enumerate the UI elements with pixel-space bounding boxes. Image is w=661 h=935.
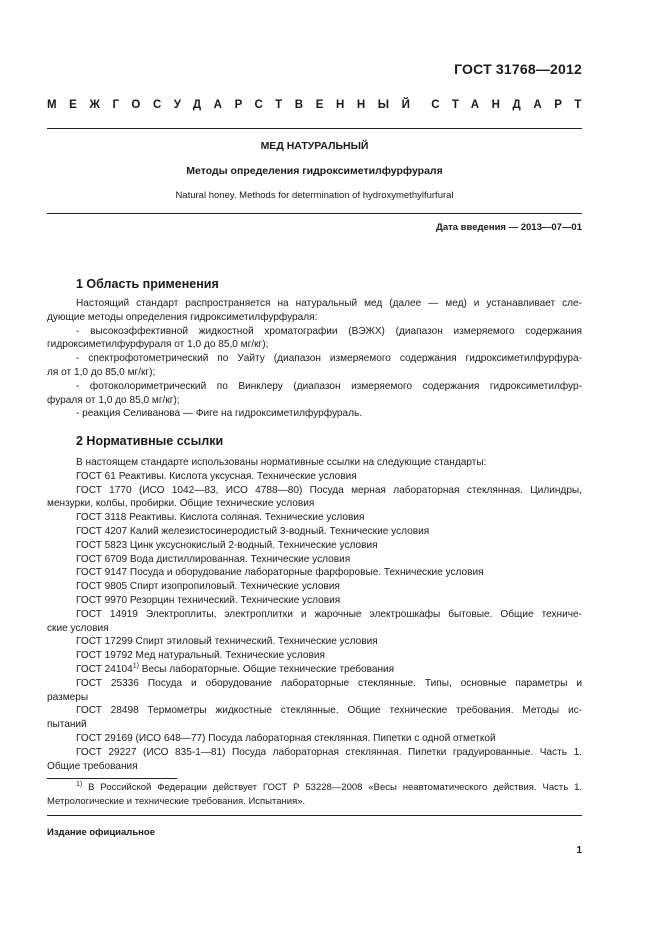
- reference-line: пытаний: [47, 719, 87, 731]
- reference-line: ГОСТ 19792 Мед натуральный. Технические условия: [76, 650, 325, 662]
- header-divider: [47, 128, 582, 129]
- standard-type-header: [47, 99, 594, 115]
- reference-line: ГОСТ 3118 Реактивы. Кислота соляная. Технические условия: [76, 512, 365, 524]
- reference-title: Весы лабораторные. Общие технические требования: [138, 663, 395, 675]
- section-1-line: - реакция Селиванова — Фиге на гидроксиметилфурфураль.: [76, 408, 363, 420]
- standard-type-left: МЕЖГОСУДАРСТВЕННЫЙ: [47, 99, 423, 111]
- section-1-line: гидроксиметилфурфураля от 1,0 до 85,0 мг/кг);: [47, 339, 269, 351]
- section-1-line: Настоящий стандарт распространяется на натуральный мед (далее — мед) и устанавливает сле-: [76, 298, 582, 309]
- reference-line: ГОСТ 4207 Калий железистосинеродистый 3-водный. Технические условия: [76, 525, 430, 537]
- footer-divider: [47, 815, 582, 816]
- reference-line: [47, 663, 582, 677]
- reference-line: ГОСТ 29227 (ИСО 835-1—81) Посуда лабораторная стеклянная. Пипетки градуированные. Часть 1.: [76, 746, 582, 758]
- reference-line: ГОСТ 1770 (ИСО 1042—83, ИСО 4788—80) Посуда мерная лабораторная стеклянная. Цилиндры,: [76, 484, 582, 496]
- reference-line: ские условия: [47, 622, 109, 634]
- standard-number: ГОСТ 31768—2012: [454, 61, 582, 77]
- reference-line: ГОСТ 25336 Посуда и оборудование лабораторные стеклянные. Типы, основные параметры и: [76, 677, 582, 689]
- introduction-date: Дата введения — 2013—07—01: [436, 222, 582, 233]
- reference-line: В настоящем стандарте использованы нормативные ссылки на следующие стандарты:: [76, 457, 487, 468]
- page-number: 1: [576, 845, 582, 856]
- edition-label: Издание официальное: [47, 827, 155, 838]
- standard-type-right: СТАНДАРТ: [431, 99, 594, 111]
- document-subtitle: Методы определения гидроксиметилфурфураля: [186, 165, 443, 177]
- footnote-marker: 1): [76, 780, 83, 788]
- reference-line: ГОСТ 61 Реактивы. Кислота уксусная. Технические условия: [76, 470, 357, 482]
- footnote-marker: 1): [132, 662, 139, 670]
- section-2-body: [47, 456, 582, 773]
- footnote-line: [47, 781, 582, 795]
- reference-line: ГОСТ 6709 Вода дистиллированная. Технические условия: [76, 553, 351, 565]
- section-1-line: дующие методы определения гидроксиметилфурфураля:: [47, 311, 318, 323]
- reference-line: мензурки, колбы, пробирки. Общие технические условия: [47, 498, 315, 510]
- section-1-body: [47, 297, 582, 421]
- footnote-text: В Российской Федерации действует ГОСТ Р 53228—2008 «Весы неавтоматического действия. Часть 1.: [82, 782, 582, 793]
- footnote-line: Метрологические и технические требования. Испытания».: [47, 796, 306, 807]
- reference-line: Общие требования: [47, 760, 138, 772]
- english-title: Natural honey. Methods for determination of hydroxymethylfurfural: [175, 190, 454, 201]
- section-2-heading: 2 Нормативные ссылки: [76, 434, 224, 448]
- reference-line: ГОСТ 14919 Электроплиты, электроплитки и жарочные электрошкафы бытовые. Общие техниче-: [76, 608, 582, 620]
- section-1-line: ля от 1,0 до 85,0 мг/кг);: [47, 366, 156, 378]
- footnote-divider: [47, 778, 177, 779]
- section-1-heading: 1 Область применения: [76, 277, 219, 291]
- reference-code: ГОСТ 24104: [76, 663, 133, 675]
- section-1-line: - высокоэффективной жидкостной хроматографии (ВЭЖХ) (диапазон измеряемого содержания: [76, 325, 582, 337]
- section-1-line: фураля от 1,0 до 85,0 мг/кг);: [47, 394, 180, 406]
- document-title: МЕД НАТУРАЛЬНЫЙ: [260, 140, 369, 152]
- footnote: [47, 781, 582, 809]
- reference-line: ГОСТ 29169 (ИСО 648—77) Посуда лабораторная стеклянная. Пипетки с одной отметкой: [76, 732, 496, 744]
- reference-line: ГОСТ 5823 Цинк уксуснокислый 2-водный. Технические условия: [76, 539, 378, 551]
- reference-line: ГОСТ 9147 Посуда и оборудование лабораторные фарфоровые. Технические условия: [76, 567, 484, 579]
- reference-line: ГОСТ 28498 Термометры жидкостные стеклянные. Общие технические требования. Методы ис-: [76, 705, 582, 717]
- reference-line: размеры: [47, 691, 89, 703]
- section-1-line: - спектрофотометрический по Уайту (диапазон измеряемого содержания гидроксиметилфурфура-: [76, 353, 582, 365]
- section-1-line: - фотоколориметрический по Винклеру (диапазон измеряемого содержания гидроксиметилфур-: [76, 380, 582, 392]
- reference-line: ГОСТ 9970 Резорцин технический. Технические условия: [76, 594, 341, 606]
- reference-line: ГОСТ 17299 Спирт этиловый технический. Технические условия: [76, 636, 378, 648]
- reference-line: ГОСТ 9805 Спирт изопропиловый. Технические условия: [76, 581, 340, 593]
- title-divider: [47, 213, 582, 214]
